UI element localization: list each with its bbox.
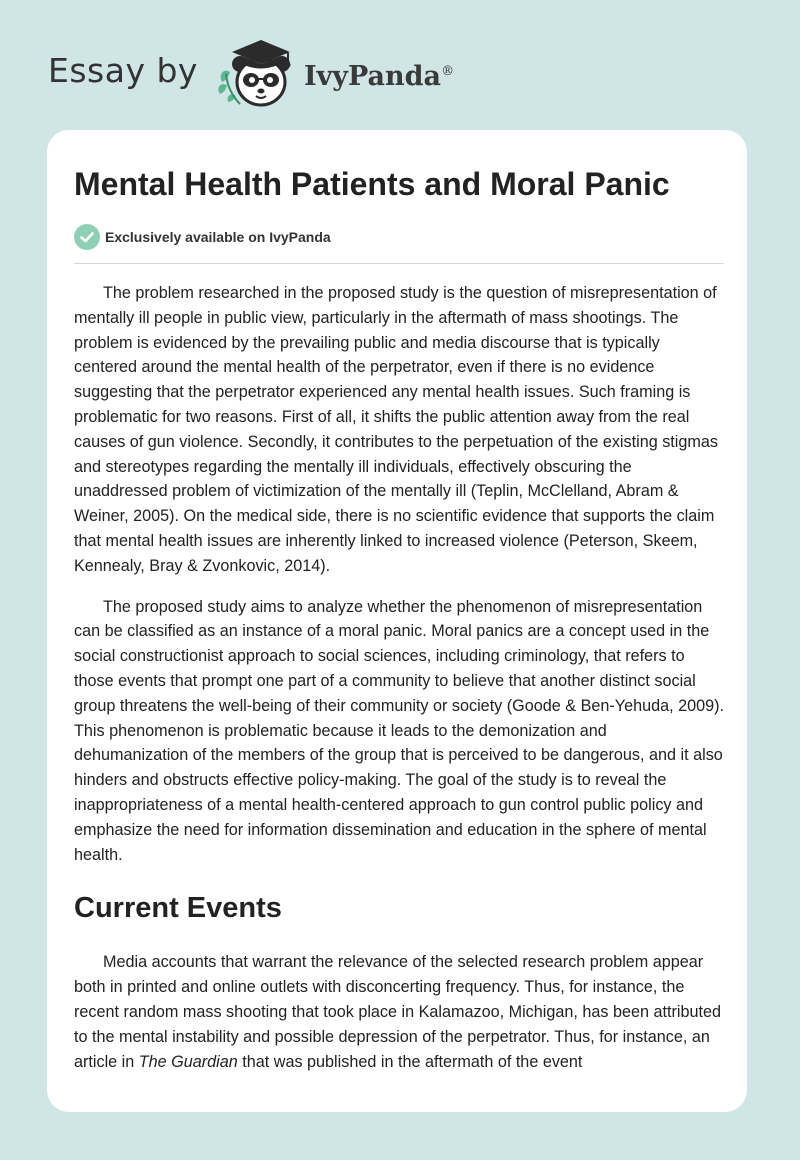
publication-name: The Guardian: [138, 1052, 238, 1071]
body-paragraph: The proposed study aims to analyze whether the phenomenon of misrepresentation can be classified as an instance of a moral panic. Moral panics are a concept used in the social constructionist approach to social sciences, including criminology, that refers to those events that prompt one part of a community to believe that another distinct social group threatens the well-being of their community or society (Goode & Ben-Yehuda, 2009). This phenomenon is problematic because it leads to the demonization and dehumanization of the members of the group that is perceived to be dangerous, and it also hinders and obstructs effective policy-making. The goal of the study is to reveal the inappropriateness of a mental health-centered approach to gun control public policy and emphasize the need for information dissemination and education in the sphere of mental health.: [74, 597, 724, 864]
title-divider: [74, 263, 724, 264]
exclusive-badge-label: Exclusively available on IvyPanda: [105, 229, 331, 245]
brand-header[interactable]: [48, 34, 454, 110]
section-heading: Current Events: [74, 892, 282, 925]
check-circle-icon: [74, 224, 100, 250]
registered-mark: ®: [441, 63, 455, 79]
essay-title: Mental Health Patients and Moral Panic: [74, 166, 670, 202]
essay-card: [47, 130, 747, 1112]
brand-name: IvyPanda®: [303, 60, 455, 92]
panda-graduate-logo-icon: [214, 34, 302, 110]
body-paragraph: Media accounts that warrant the relevance of the selected research problem appear both in printed and online outlets with disconcerting frequency. Thus, for instance, the recent random mass shooting that took place in Kalamazoo, Michigan, has been attributed to the mental instability and possible depression of the perpetrator. Thus, for instance, an article in The Guardian that was published in the aftermath of the event: [74, 953, 721, 1071]
exclusive-badge: [74, 224, 724, 250]
essay-by-label: Essay by: [48, 50, 198, 90]
body-paragraph: The problem researched in the proposed study is the question of misrepresentation of mentally ill people in public view, particularly in the aftermath of mass shootings. The problem is evidenced by the prevailing public and media discourse that is typically centered around the mental health of the perpetrator, even if there is no evidence suggesting that the perpetrator experienced any mental health issues. Such framing is problematic for two reasons. First of all, it shifts the public attention away from the real causes of gun violence. Secondly, it contributes to the perpetuation of the existing stigmas and stereotypes regarding the mentally ill individuals, effectively obscuring the unaddressed problem of victimization of the mentally ill (Teplin, McClelland, Abram & Weiner, 2005). On the medical side, there is no scientific evidence that supports the claim that mental health issues are inherently linked to increased violence (Peterson, Skeem, Kennealy, Bray & Zvonkovic, 2014).: [74, 284, 718, 575]
